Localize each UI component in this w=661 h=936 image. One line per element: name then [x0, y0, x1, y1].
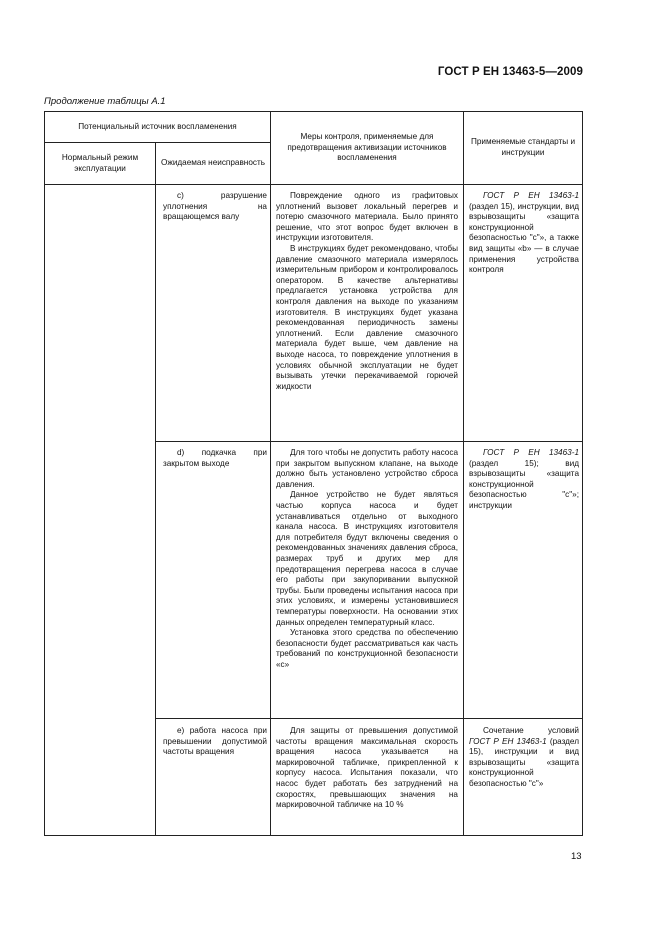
header-expected-fault: Ожидаемая неисправность [160, 158, 265, 168]
measures-paragraph: Для защиты от превышения допустимой частоты вращения максимальная скорость вращения насоса указывается на маркировочной табличке, прикрепленной к корпусу насоса. Испытания показали, что насос будет работать без затруднений на скоростях, превышающих значения на маркировочной табличке на 10 % [276, 726, 458, 810]
fault-text: d) подкачка при закрытом выходе [163, 448, 267, 468]
standard-lead: Сочетание условий [483, 726, 579, 735]
standard-text: (раздел 15), инструкции и вид взрывозащиты «защита конструкционной безопасностью "с"» [469, 736, 579, 788]
col-divider-1 [155, 142, 156, 836]
header-bottom-line [44, 184, 583, 185]
measures-paragraph: Данное устройство не будет являться частью корпуса насоса и будет устанавливаться отдельно от выходного канала насоса. В инструкциях изготовителя для потребителя будут включены сведения о рекомендованных значениях давления сброса, размерах труб и других мер для предотвращения перегрева насоса в случае его работы при закупоривании выпускной трубы. Были проведены испытания насоса при этих условиях, и измерены установившиеся температуры поверхности. На основании этих данных определен температурный класс. [276, 490, 458, 627]
standard-reference: ГОСТ Р ЕН 13463-1 [469, 736, 547, 746]
standards-cell-d [469, 448, 579, 512]
standard-reference: ГОСТ Р ЕН 13463-1 [483, 448, 579, 457]
col-divider-3 [463, 111, 464, 836]
fault-cell-d [163, 448, 267, 469]
table-caption: Продолжение таблицы А.1 [44, 96, 166, 107]
measures-cell-e [276, 726, 458, 811]
fault-cell-e [163, 726, 267, 758]
measures-paragraph: В инструкциях будет рекомендовано, чтобы давление смазочного материала измерялось измерительным прибором и контролировалось оператором. В качестве альтернативы предлагается установка устройства для контроля давления на выходе по указаниям изготовителя. В инструкциях будет указана рекомендованная периодичность замены уплотнений. Если давление смазочного материала будет выше, чем давление на выходе насоса, то повреждение уплотнения в условиях обычной эксплуатации не будет вызывать утечки перекачиваемой горючей жидкости [276, 243, 458, 391]
header-normal-mode: Нормальный режим эксплуатации [61, 152, 139, 173]
document-title: ГОСТ Р ЕН 13463-5—2009 [437, 66, 583, 78]
col-divider-2 [270, 111, 271, 836]
row-divider-2 [155, 718, 583, 719]
header-potential-source: Потенциальный источник воспламенения [78, 121, 237, 131]
fault-text: c) разрушение уплотнения на вращающемся валу [163, 191, 267, 222]
page-number: 13 [571, 851, 582, 862]
standard-reference: ГОСТ Р ЕН 13463-1 [483, 191, 579, 200]
standards-cell-c [469, 191, 579, 276]
standards-cell-e [469, 726, 579, 790]
standard-text: (раздел 15), инструкции, вид взрывозащиты «защита конструкционной безопасностью "с"», а также вид защиты «b» — в случае применения устройства контроля [469, 201, 579, 275]
header-control-measures: Меры контроля, применяемые для предотвращения активизации источников воспламенения [287, 132, 447, 163]
standard-text: (раздел 15); вид взрывозащиты «защита конструкционной безопасностью "с"»; инструкции [469, 458, 579, 510]
measures-cell-c [276, 191, 458, 392]
row-divider-1 [155, 441, 583, 442]
measures-paragraph: Для того чтобы не допустить работу насоса при закрытом выпускном клапане, на выходе должно быть установлено устройство сброса давления. [276, 448, 458, 489]
measures-paragraph: Повреждение одного из графитовых уплотнений вызовет локальный перегрев и потерю смазочного материала. Было принято решение, что этот вопрос будет включен в инструкции изготовителя. [276, 191, 458, 243]
measures-cell-d [276, 448, 458, 670]
fault-text: e) работа насоса при превышении допустимой частоты вращения [163, 726, 267, 757]
header-standards: Применяемые стандарты и инструкции [470, 137, 576, 157]
measures-paragraph: Установка этого средства по обеспечению безопасности будет рассматриваться как часть требований по конструкционной безопасности «с» [276, 628, 458, 669]
fault-cell-c [163, 191, 267, 223]
